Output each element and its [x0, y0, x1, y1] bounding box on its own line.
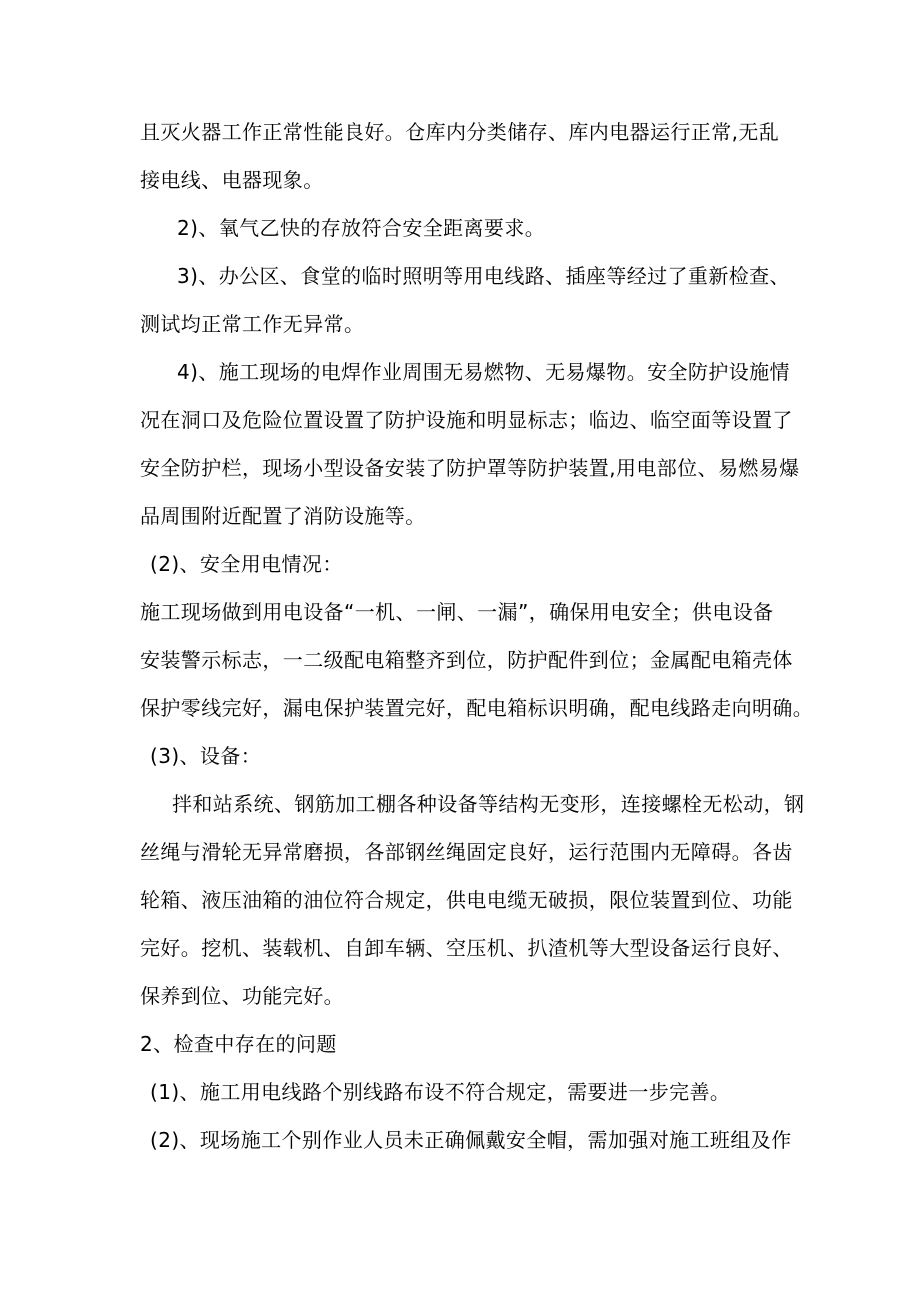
text-line: 且灭火器工作正常性能良好。仓库内分类储存、库内电器运行正常,无乱 [140, 120, 780, 144]
text-line: 3)、办公区、食堂的临时照明等用电线路、插座等经过了重新检查、 [177, 264, 790, 288]
section-heading: (3)、设备： [150, 744, 262, 768]
text-line: 品周围附近配置了消防设施等。 [140, 504, 426, 528]
section-heading: (2)、安全用电情况： [150, 552, 343, 576]
text-line: 拌和站系统、钢筋加工棚各种设备等结构无变形，连接螺栓无松动，钢 [172, 792, 805, 816]
text-line: 保养到位、功能完好。 [140, 984, 344, 1008]
text-line: 况在洞口及危险位置设置了防护设施和明显标志；临边、临空面等设置了 [140, 408, 793, 432]
text-line: 接电线、电器现象。 [140, 168, 324, 192]
text-line: (2)、现场施工个别作业人员未正确佩戴安全帽，需加强对施工班组及作 [150, 1128, 792, 1152]
text-line: 轮箱、液压油箱的油位符合规定，供电电缆无破损，限位装置到位、功能 [140, 888, 793, 912]
text-line: 安装警示标志，一二级配电箱整齐到位，防护配件到位；金属配电箱壳体 [140, 648, 793, 672]
text-line: 安全防护栏，现场小型设备安装了防护罩等防护装置,用电部位、易燃易爆 [140, 456, 800, 480]
text-line: 施工现场做到用电设备“一机、一闸、一漏”，确保用电安全；供电设备 [140, 600, 774, 624]
text-line: 完好。挖机、装载机、自卸车辆、空压机、扒渣机等大型设备运行良好、 [140, 936, 793, 960]
text-line: 测试均正常工作无异常。 [140, 312, 365, 336]
section-heading: 2、检查中存在的问题 [140, 1032, 337, 1056]
text-line: (1)、施工用电线路个别线路布设不符合规定，需要进一步完善。 [150, 1080, 731, 1104]
text-line: 丝绳与滑轮无异常磨损，各部钢丝绳固定良好，运行范围内无障碍。各齿 [140, 840, 793, 864]
text-line: 4)、施工现场的电焊作业周围无易燃物、无易爆物。安全防护设施情 [177, 360, 790, 384]
text-line: 保护零线完好，漏电保护装置完好，配电箱标识明确，配电线路走向明确。 [140, 696, 814, 720]
text-line: 2)、氧气乙快的存放符合安全距离要求。 [177, 216, 546, 240]
